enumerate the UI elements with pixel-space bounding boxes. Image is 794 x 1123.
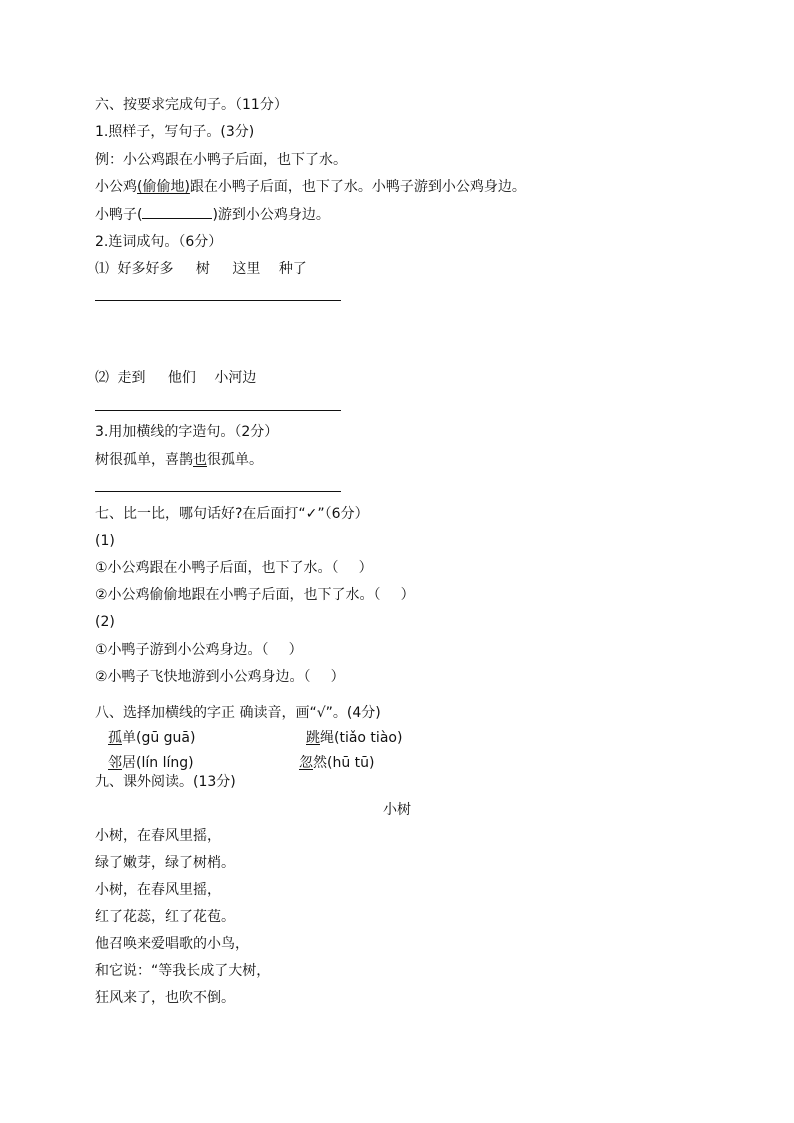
s7-g2a-close: ）: [288, 642, 303, 658]
q3-title: 3.用加横线的字造句。（2分）: [95, 424, 279, 440]
q2-item1-num: ⑴: [95, 261, 109, 277]
q2-title: 2.连词成句。（6分）: [95, 234, 223, 250]
q3-sentence-post: 很孤单。: [207, 452, 263, 468]
q3-sentence-pre: 树很孤单，喜鹊: [95, 452, 193, 468]
q1-sample-line: [95, 177, 526, 197]
q2-word: 小河边: [214, 370, 257, 386]
s8-w2-underlined: 跳: [306, 730, 320, 746]
poem-line: 他召唤来爱唱歌的小鸟，: [95, 936, 249, 952]
section-6-heading: 六、按要求完成句子。（11分）: [95, 97, 288, 113]
q1-fill-pre: 小鸭子(: [95, 207, 143, 223]
s7-g2-option-a: [95, 640, 303, 660]
s7-g1b-close: ）: [400, 587, 415, 603]
s8-w3-rest: 居(lín líng): [122, 755, 194, 771]
s7-g2a-text: ①小鸭子游到小公鸡身边。（: [95, 642, 269, 658]
q1-sample-post: 跟在小鸭子后面，也下了水。小鸭子游到小公鸡身边。: [189, 179, 526, 195]
s7-group1-label: (1): [95, 533, 115, 549]
s7-g1a-close: ）: [358, 560, 373, 576]
s8-w4-underlined: 忽: [299, 755, 313, 771]
s8-word-4[interactable]: [299, 753, 374, 773]
poem-line: 红了花蕊，红了花苞。: [95, 909, 235, 925]
s7-group2-label: (2): [95, 614, 115, 630]
section-7-heading: 七、比一比，哪句话好?在后面打“✓”（6分）: [95, 506, 369, 522]
q1-fill-post: )游到小公鸡身边。: [212, 207, 330, 223]
poem-line: 小树，在春风里摇，: [95, 882, 221, 898]
poem-line: 小树，在春风里摇，: [95, 828, 221, 844]
s7-g2b-close: ）: [330, 669, 345, 685]
q1-sample-pre: 小公鸡: [95, 179, 137, 195]
q2-word: 种了: [278, 261, 307, 277]
s8-w1-rest: 单(gū guā): [122, 730, 196, 746]
s8-w3-underlined: 邻: [108, 755, 122, 771]
s7-g1-option-a: [95, 558, 373, 578]
q3-answer-line[interactable]: [95, 491, 341, 492]
q1-fill-line: [95, 204, 330, 225]
section-9-heading: 九、课外阅读。(13分): [95, 774, 236, 790]
q1-sample-underlined: (偷偷地): [137, 179, 190, 195]
poem-line: 狂风来了，也吹不倒。: [95, 990, 235, 1006]
q2-word: 他们: [167, 370, 196, 386]
poem-title: 小树: [383, 802, 411, 818]
q2-item2-answer-line[interactable]: [95, 410, 341, 411]
s8-word-3[interactable]: [108, 753, 194, 773]
q1-answer-blank[interactable]: [142, 204, 212, 219]
q2-word: 树: [195, 261, 210, 277]
s7-g1-option-b: [95, 585, 415, 605]
s8-word-1[interactable]: [108, 728, 195, 748]
s8-w1-underlined: 孤: [108, 730, 122, 746]
poem-line: 和它说：“等我长成了大树，: [95, 963, 271, 979]
s7-g1b-text: ②小公鸡偷偷地跟在小鸭子后面，也下了水。（: [95, 587, 381, 603]
q3-underlined-char: 也: [193, 452, 207, 468]
q2-item1: [95, 259, 307, 279]
s8-w2-rest: 绳(tiǎo tiào): [320, 730, 403, 746]
section-8-heading: 八、选择加横线的字正 确读音，画“√”。(4分): [95, 705, 381, 721]
q2-item2: [95, 368, 256, 388]
q2-item1-answer-line[interactable]: [95, 300, 341, 301]
s7-g2b-text: ②小鸭子飞快地游到小公鸡身边。（: [95, 669, 311, 685]
s7-g1a-text: ①小公鸡跟在小鸭子后面，也下了水。（: [95, 560, 339, 576]
q3-sentence: [95, 450, 263, 470]
q1-title: 1.照样子，写句子。(3分): [95, 124, 255, 140]
q2-word: 走到: [117, 370, 146, 386]
s7-g2-option-b: [95, 667, 345, 687]
q2-word: 好多好多: [117, 261, 174, 277]
s8-w4-rest: 然(hū tū): [313, 755, 375, 771]
s8-word-2[interactable]: [306, 728, 402, 748]
q2-item2-num: ⑵: [95, 370, 109, 386]
poem-line: 绿了嫩芽，绿了树梢。: [95, 855, 235, 871]
q2-word: 这里: [232, 261, 261, 277]
q1-example: 例：小公鸡跟在小鸭子后面，也下了水。: [95, 152, 347, 168]
